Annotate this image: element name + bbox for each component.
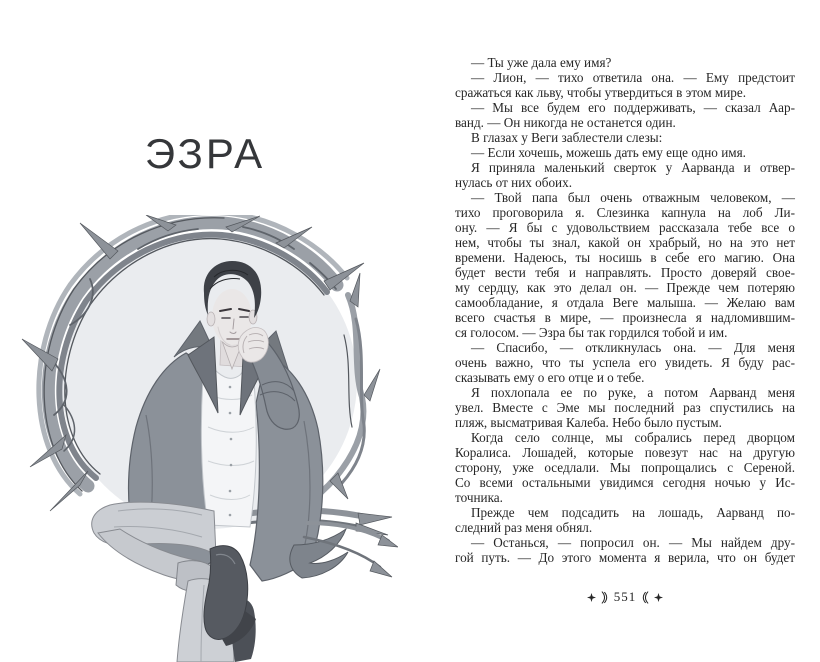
text-line: — Лион, — тихо ответила она. — Ему предстоит [471, 70, 795, 85]
chapter-illustration [18, 215, 398, 662]
footer-crescent-left-icon [601, 591, 609, 604]
page-number: 551 [613, 589, 637, 604]
front-branch-tips [370, 535, 398, 577]
text-line: ону. — Я бы с удовольствием рассказала тебе все о [455, 220, 795, 235]
footer-star-right-icon [654, 593, 663, 602]
text-line: очень важно, что ты успела его увидеть. Я буду рас- [455, 355, 795, 370]
chapter-title: ЭЗРА [144, 130, 266, 177]
text-line: В глазах у Веги заблестели слезы: [471, 130, 663, 145]
text-line: Когда село солнце, мы собрались перед дворцом [471, 430, 795, 445]
text-line: самообладание, я отдала Веге малыша. — Желаю вам [455, 295, 795, 310]
text-line: нулась от них обоих. [455, 175, 572, 190]
text-line: Со всеми остальными увидимся сегодня ночью у Ис- [455, 475, 795, 490]
text-line: сражаться как льву, чтобы утвердиться в этом мире. [455, 85, 747, 100]
text-line: — Останься, — попросил он. — Мы найдем дру- [471, 535, 795, 550]
text-line: нем, чтобы ты знал, какой он храбрый, но на это нет [455, 235, 795, 250]
text-line: времени. Надеюсь, ты носишь в себе его магию. Она [455, 250, 795, 265]
text-line: будет вести тебя и направлять. Просто доверяй свое- [455, 265, 795, 280]
text-line: Я похлопала ее по руке, а потом Аарванд меня [471, 385, 795, 400]
text-line: тихо проговорила я. Слезинка капнула на лоб Ли- [455, 205, 795, 220]
text-line: Прежде чем подсадить на лошадь, Аарванд по- [471, 505, 795, 520]
text-line: сторону, уже оседлали. Мы попрощались с Сереной. [455, 460, 795, 475]
text-line: — Спасибо, — откликнулась она. — Для меня [471, 340, 795, 355]
footer-star-left-icon [587, 593, 596, 602]
text-line: Коралиса. Лошадей, которые повезут нас на другую [455, 445, 795, 460]
page-footer [455, 588, 795, 606]
footer-crescent-right-icon [641, 591, 649, 604]
text-line: следний раз меня обнял. [455, 520, 593, 535]
text-line: ся голосом. — Эзра бы так гордился тобой и им. [455, 325, 728, 340]
body-text [455, 55, 795, 565]
text-line: — Ты уже дала ему имя? [471, 55, 612, 70]
text-line: всего счастья в мире, — произнесла я надломившим- [455, 310, 795, 325]
text-line: — Твой папа был очень отважным человеком, — [471, 190, 795, 205]
text-line: гой путь. — До этого момента я верила, что он будет [455, 550, 795, 565]
text-line: увел. Вместе с Эме мы последний раз спустились на [455, 400, 795, 415]
ear-left [207, 312, 215, 326]
text-line: пляж, высматривая Калеба. Небо было пустым. [455, 415, 722, 430]
text-line: му сердцу, как это делал он. — Прежде чем потеряю [455, 280, 795, 295]
text-line: Я приняла маленький сверток у Аарванда и отвер- [471, 160, 795, 175]
text-line: ванд. — Он никогда не останется один. [455, 115, 676, 130]
right-page [410, 0, 820, 662]
text-line: сказывать ему о его отце и о тебе. [455, 370, 645, 385]
text-line: точника. [455, 490, 503, 505]
text-line: — Если хочешь, можешь дать ему еще одно имя. [471, 145, 746, 160]
text-line: — Мы все будем его поддерживать, — сказал Аар- [471, 100, 795, 115]
